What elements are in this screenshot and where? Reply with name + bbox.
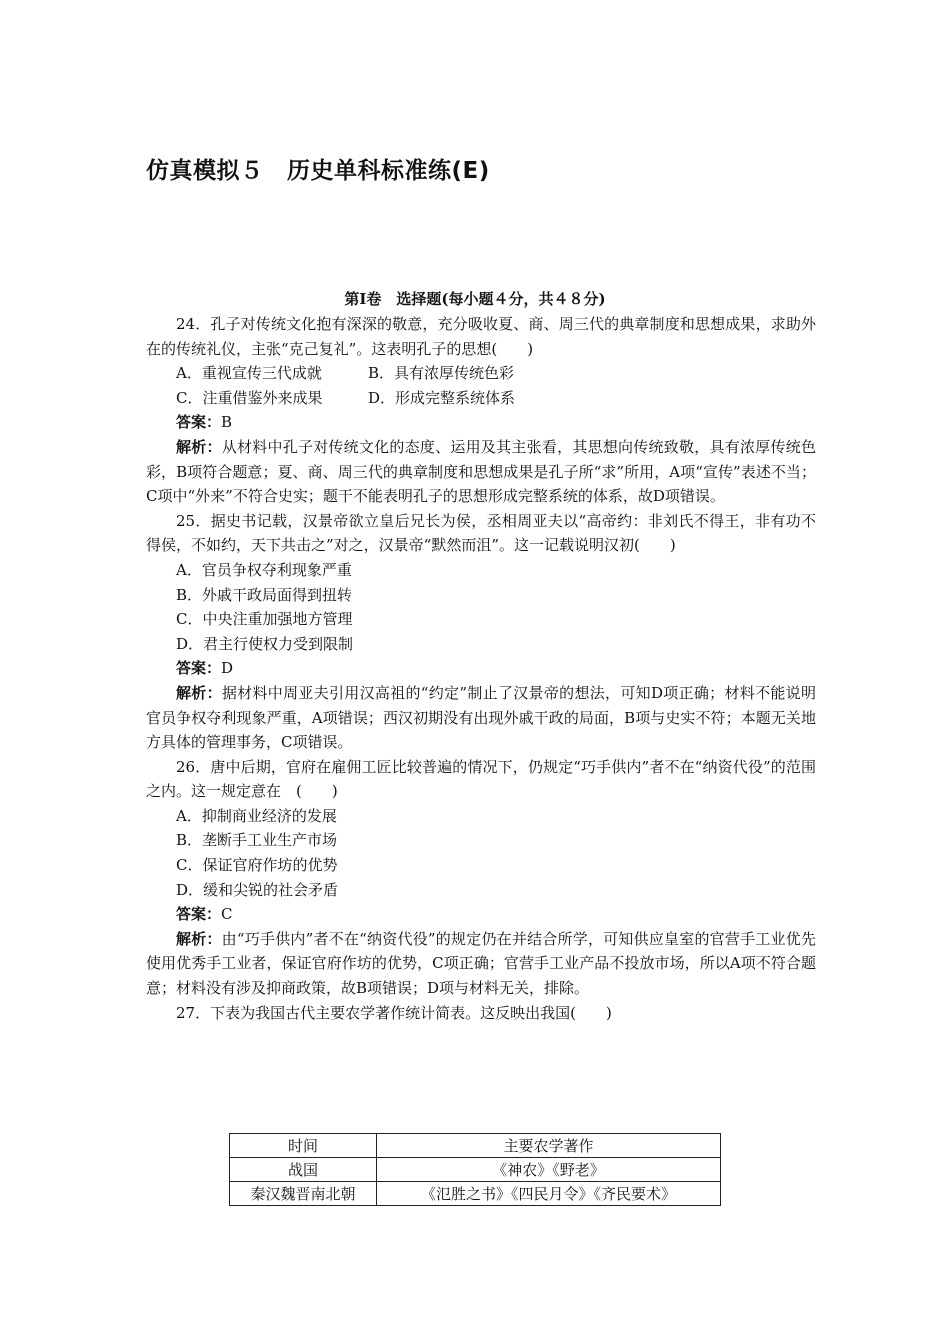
answer-label: 答案： <box>176 905 222 924</box>
table-header-cell: 时间 <box>230 1134 377 1158</box>
analysis-25-text: 据材料中周亚夫引用汉高祖的“约定”制止了汉景帝的想法，可知D项正确；材料不能说明官员争权夺利现象严重，A项错误；西汉初期没有出现外戚干政的局面，B项与史实不符；本题无关地方具体的管理事务，C项错误。 <box>146 683 816 752</box>
answer-25 <box>146 656 816 681</box>
option-24-c: C．注重借鉴外来成果 <box>176 388 323 407</box>
question-27-stem: 27．下表为我国古代主要农学著作统计简表。这反映出我国( ) <box>176 1003 612 1022</box>
question-24-stem: 24．孔子对传统文化抱有深深的敬意，充分吸收夏、商、周三代的典章制度和思想成果，求助外在的传统礼仪，主张“克己复礼”。这表明孔子的思想( ) <box>146 315 816 358</box>
answer-26-value: C <box>221 905 233 924</box>
option-26-a: A．抑制商业经济的发展 <box>176 806 337 825</box>
analysis-24 <box>146 435 816 509</box>
table-cell: 《氾胜之书》《四民月令》《齐民要术》 <box>377 1182 721 1206</box>
table-row <box>230 1182 721 1206</box>
option-26-d: D．缓和尖锐的社会矛盾 <box>176 880 339 899</box>
section-header: 第Ⅰ卷 选择题(每小题４分，共４８分) <box>344 290 606 308</box>
question-25-stem: 25．据史书记载，汉景帝欲立皇后兄长为侯，丞相周亚夫以“高帝约：非刘氏不得王，非有功不得侯，不如约，天下共击之”对之，汉景帝“默然而沮”。这一记载说明汉初( ) <box>146 511 816 555</box>
answer-label: 答案： <box>176 413 222 432</box>
answer-26 <box>146 902 816 927</box>
option-25-d: D．君主行使权力受到限制 <box>176 634 354 653</box>
agriculture-books-table <box>229 1133 721 1206</box>
question-26-stem: 26．唐中后期，官府在雇佣工匠比较普遍的情况下，仍规定“巧手供内”者不在“纳资代役”的范围之内。这一规定意在 ( ) <box>146 757 816 801</box>
table-header-cell: 主要农学著作 <box>377 1134 721 1158</box>
option-25-a: A．官员争权夺利现象严重 <box>176 560 352 579</box>
option-25-c: C．中央注重加强地方管理 <box>176 610 353 629</box>
option-26-b: B．垄断手工业生产市场 <box>176 831 338 850</box>
table-cell: 《神农》《野老》 <box>377 1158 721 1182</box>
table-header-row <box>230 1134 721 1158</box>
questions-body <box>146 312 816 1025</box>
option-24-d: D．形成完整系统体系 <box>368 388 516 407</box>
analysis-label: 解析： <box>176 683 222 702</box>
option-24-a: A．重视宣传三代成就 <box>176 364 322 383</box>
table-row <box>230 1158 721 1182</box>
answer-25-value: D <box>221 659 234 678</box>
answer-24 <box>146 410 816 435</box>
answer-label: 答案： <box>176 659 222 678</box>
answer-24-value: B <box>221 413 233 432</box>
question-24-options-row1 <box>146 361 816 386</box>
analysis-label: 解析： <box>176 437 222 456</box>
page-title: 仿真模拟５ 历史单科标准练(E) <box>146 158 490 184</box>
table-cell: 秦汉魏晋南北朝 <box>230 1182 377 1206</box>
analysis-24-text: 从材料中孔子对传统文化的态度、运用及其主张看，其思想向传统致敬，具有浓厚传统色彩，B项符合题意；夏、商、周三代的典章制度和思想成果是孔子所“求”所用，A项“宣传”表述不当；C项中“外来”不符合史实；题干不能表明孔子的思想形成完整系统的体系，故D项错误。 <box>146 437 816 506</box>
analysis-25 <box>146 681 816 755</box>
table-cell: 战国 <box>230 1158 377 1182</box>
option-25-b: B．外戚干政局面得到扭转 <box>176 585 353 604</box>
option-26-c: C．保证官府作坊的优势 <box>176 856 338 875</box>
question-24-options-row2 <box>146 386 816 411</box>
analysis-26-text: 由“巧手供内”者不在“纳资代役”的规定仍在并结合所学，可知供应皇室的官营手工业优先使用优秀手工业者，保证官府作坊的优势，C项正确；官营手工业产品不投放市场，所以A项不符合题意；材料没有涉及抑商政策，故B项错误；D项与材料无关，排除。 <box>146 929 816 998</box>
analysis-label: 解析： <box>176 929 222 948</box>
option-24-b: B．具有浓厚传统色彩 <box>368 364 515 383</box>
analysis-26 <box>146 927 816 1001</box>
